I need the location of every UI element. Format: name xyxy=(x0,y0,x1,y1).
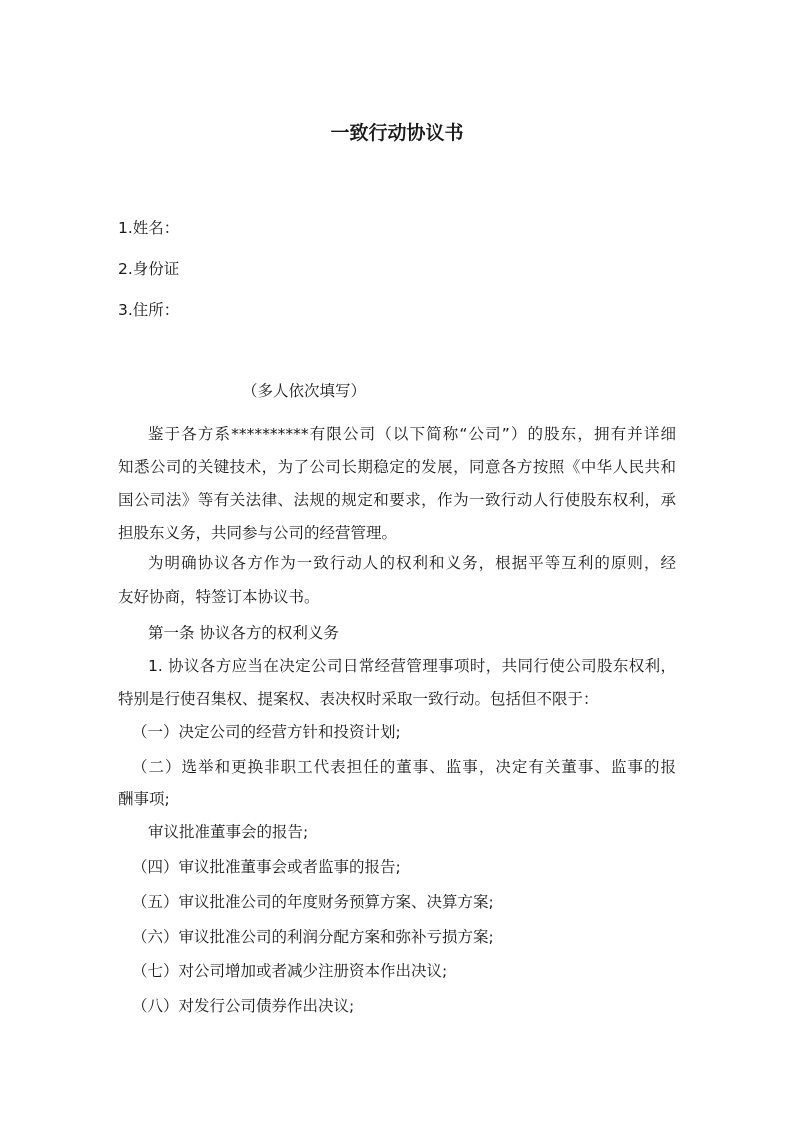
paragraph-line: 鉴于各方系**********有限公司（以下简称“公司”）的股东，拥有并详细 xyxy=(148,425,676,443)
fill-note: （多人依次填写） xyxy=(242,382,367,400)
field-address: 3.住所： xyxy=(118,301,180,319)
paragraph-line: 知悉公司的关键技术，为了公司长期稳定的发展，同意各方按照《中华人民共和 xyxy=(118,458,676,476)
article-heading: 第一条 协议各方的权利义务 xyxy=(148,624,339,642)
list-item: （八）对发行公司债券作出决议; xyxy=(132,997,355,1015)
field-name: 1.姓名： xyxy=(118,219,180,237)
list-item: （二）选举和更换非职工代表担任的董事、监事，决定有关董事、监事的报 xyxy=(132,758,676,776)
list-item: （四）审议批准董事会或者监事的报告; xyxy=(132,858,401,876)
list-item: （七）对公司增加或者减少注册资本作出决议; xyxy=(132,962,448,980)
list-item-cont: 酬事项; xyxy=(118,790,170,808)
list-item: 审议批准董事会的报告; xyxy=(148,823,309,841)
list-item: （六）审议批准公司的利润分配方案和弥补亏损方案; xyxy=(132,928,494,946)
paragraph-line: 为明确协议各方作为一致行动人的权利和义务，根据平等互利的原则，经 xyxy=(148,554,676,572)
paragraph-line: 担股东义务，共同参与公司的经营管理。 xyxy=(118,524,398,542)
list-item: （五）审议批准公司的年度财务预算方案、决算方案; xyxy=(132,893,494,911)
document-title: 一致行动协议书 xyxy=(330,122,464,144)
list-item: （一）决定公司的经营方针和投资计划; xyxy=(132,723,401,741)
paragraph-line: 国公司法》等有关法律、法规的规定和要求，作为一致行动人行使股东权利，承 xyxy=(118,491,676,509)
paragraph-line: 特别是行使召集权、提案权、表决权时采取一致行动。包括但不限于： xyxy=(118,690,599,708)
paragraph-line: 1. 协议各方应当在决定公司日常经营管理事项时，共同行使公司股东权利， xyxy=(148,657,676,675)
field-id: 2.身份证 xyxy=(118,260,180,278)
paragraph-line: 友好协商，特签订本协议书。 xyxy=(118,588,320,606)
